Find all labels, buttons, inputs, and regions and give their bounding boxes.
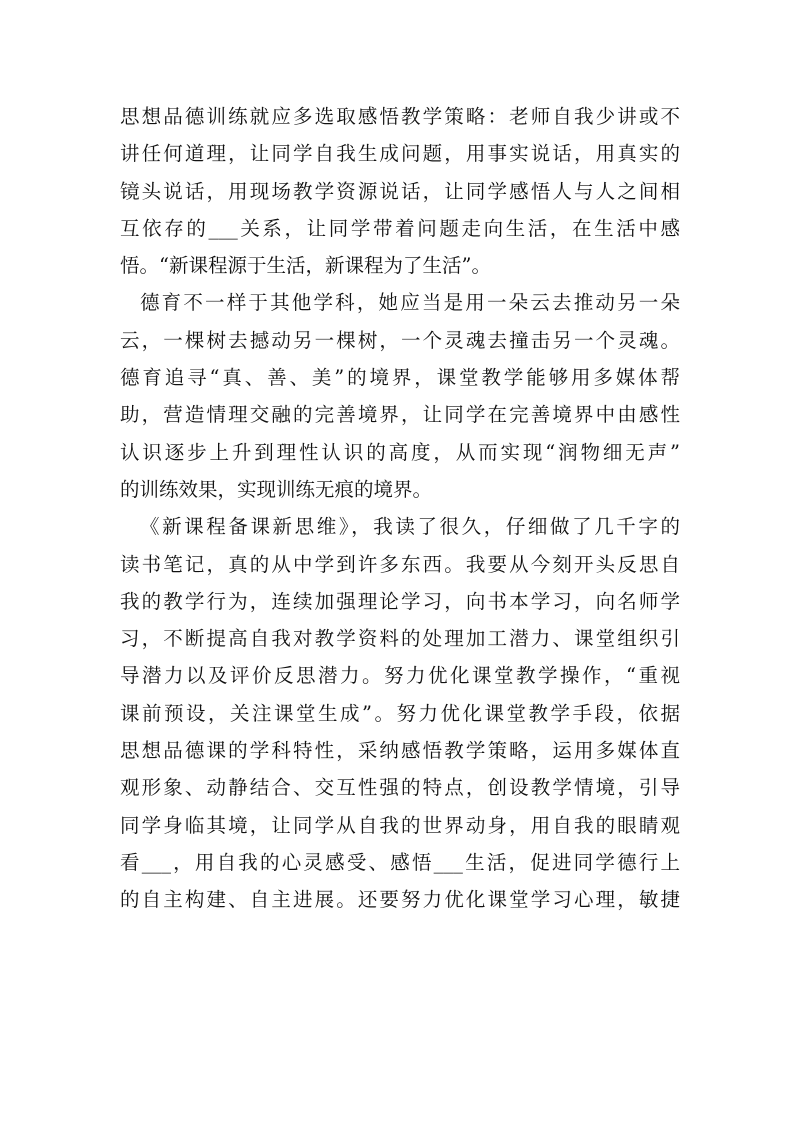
body-text [120,98,680,919]
text-line: 的自主构建、自主进展。还要努力优化课堂学习心理，敏捷 [120,888,680,912]
text-line: 镜头说话，用现场教学资源说话，让同学感悟人与人之间相 [120,179,680,203]
text-line: 云，一棵树去撼动另一棵树，一个灵魂去撞击另一个灵魂。 [120,328,680,352]
text-line: 讲任何道理，让同学自我生成问题，用事实说话，用真实的 [120,142,680,166]
text-line: 我的教学行为，连续加强理论学习，向书本学习，向名师学 [120,589,680,613]
text-line: 的训练效果，实现训练无痕的境界。 [120,477,433,501]
text-line: 导潜力以及评价反思潜力。努力优化课堂教学操作，“重视 [120,664,680,688]
text-line: 助，营造情理交融的完善境界，让同学在完善境界中由感性 [120,403,680,427]
text-line: 《新课程备课新思维》，我读了很久，仔细做了几千字的 [140,515,680,539]
text-line: 悟。“新课程源于生活，新课程为了生活”。 [120,254,491,278]
text-line: 认识逐步上升到理性认识的高度，从而实现“润物细无声” [120,440,680,464]
text-line: 读书笔记，真的从中学到许多东西。我要从今刻开头反思自 [120,552,680,576]
text-line: 观形象、动静结合、交互性强的特点，创设教学情境，引导 [120,776,680,800]
text-line: 习，不断提高自我对教学资料的处理加工潜力、课堂组织引 [120,627,680,651]
text-line: 德育追寻“真、善、美”的境界，课堂教学能够用多媒体帮 [120,366,680,390]
text-line: 互依存的___关系，让同学带着问题走向生活，在生活中感 [120,216,680,240]
text-line: 思想品德训练就应多选取感悟教学策略：老师自我少讲或不 [120,105,680,128]
text-line: 看___，用自我的心灵感受、感悟___生活，促进同学德行上 [120,850,680,874]
text-line: 德育不一样于其他学科，她应当是用一朵云去推动另一朵 [140,291,680,315]
text-line: 同学身临其境，让同学从自我的世界动身，用自我的眼睛观 [120,813,680,837]
text-line: 思想品德课的学科特性，采纳感悟教学策略，运用多媒体直 [120,739,680,763]
text-line: 课前预设，关注课堂生成”。努力优化课堂教学手段，依据 [120,701,680,725]
